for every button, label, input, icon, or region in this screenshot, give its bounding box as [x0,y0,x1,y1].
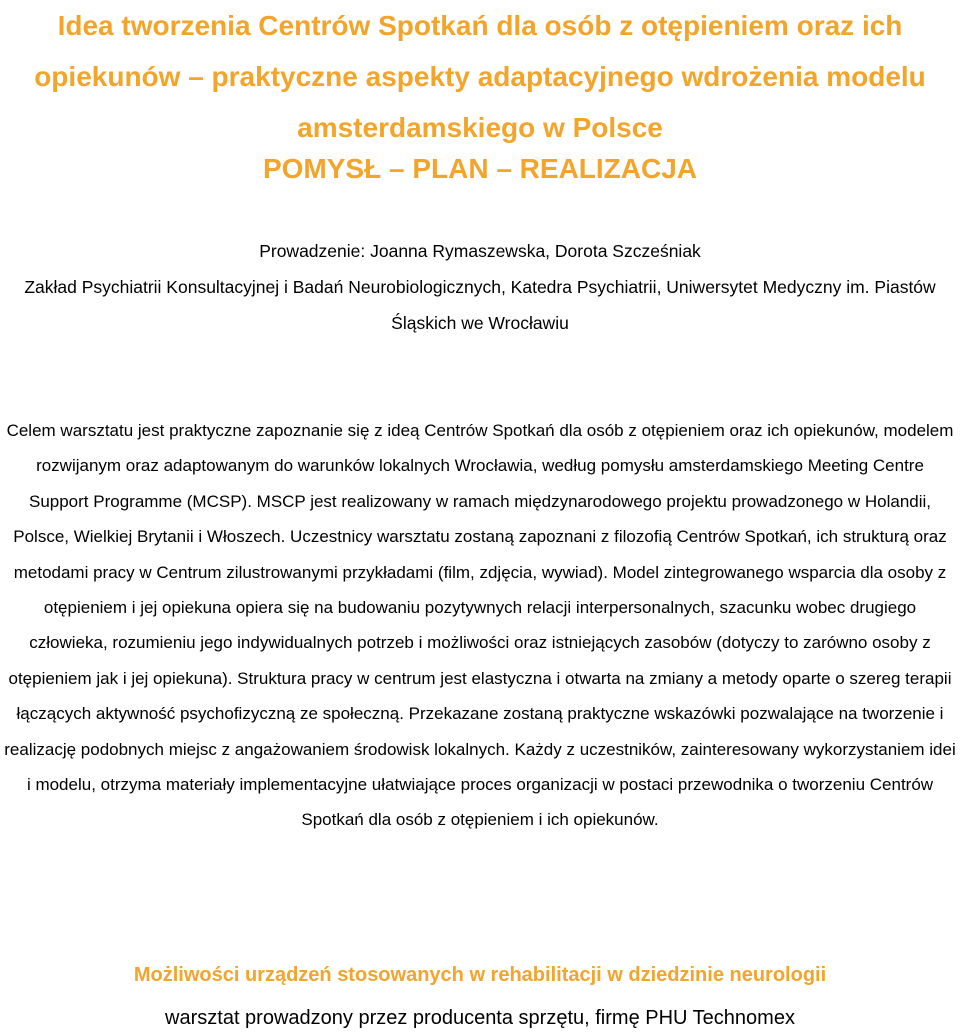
section-subtitle: warsztat prowadzony przez producenta sprzętu, firmę PHU Technomex [165,1007,795,1029]
workshop-abstract: Celem warsztatu jest praktyczne zapoznanie się z ideą Centrów Spotkań dla osób z otępieniem oraz ich opiekunów, modelem rozwijanym oraz adaptowanym do warunków lokalnych Wrocławia, według pomysłu amsterdamskiego Meeting Centre Support Programme (MCSP). MSCP jest realizowany w ramach międzynarodowego projektu prowadzonego w Holandii, Polsce, Wielkiej Brytanii i Włoszech. Uczestnicy warsztatu zostaną zapoznani z filozofią Centrów Spotkań, ich strukturą oraz metodami pracy w Centrum zilustrowanymi przykładami (film, zdjęcia, wywiad). Model zintegrowanego wsparcia dla osoby z otępieniem i jej opiekuna opiera się na budowaniu pozytywnych relacji interpersonalnych, szacunku wobec drugiego człowieka, rozumieniu jego indywidualnych potrzeb i możliwości oraz istniejących zasobów (dotyczy to zarówno osoby z otępieniem jak i jej opiekuna). Struktura pracy w centrum jest elastyczna i otwarta na zmiany a metody oparte o szereg terapii łączących aktywność psychofizyczną ze społeczną. Przekazane zostaną praktyczne wskazówki pozwalające na tworzenie i realizację podobnych miejsc z angażowaniem środowisk lokalnych. Każdy z uczestników, zainteresowany wykorzystaniem idei i modelu, otrzyma materiały implementacyjne ułatwiające proces organizacji w postaci przewodnika o tworzeniu Centrów Spotkań dla osób z otępieniem i ich opiekunów. [4,421,956,830]
workshop-title: Idea tworzenia Centrów Spotkań dla osób z otępieniem oraz ich opiekunów – praktyczne aspekty adaptacyjnego wdrożenia modelu amsterdamskiego w Polsce [34,10,926,143]
workshop-subtitle: POMYSŁ – PLAN – REALIZACJA [262,153,698,184]
speakers-block [0,233,960,341]
affiliation-line: Zakład Psychiatrii Konsultacyjnej i Badań Neurobiologicznych, Katedra Psychiatrii, Uniwersytet Medyczny im. Piastów Śląskich we Wrocławiu [24,277,936,333]
speakers-line: Prowadzenie: Joanna Rymaszewska, Dorota Szcześniak [259,241,701,261]
section-title: Możliwości urządzeń stosowanych w rehabilitacji w dziedzinie neurologii [133,964,827,986]
